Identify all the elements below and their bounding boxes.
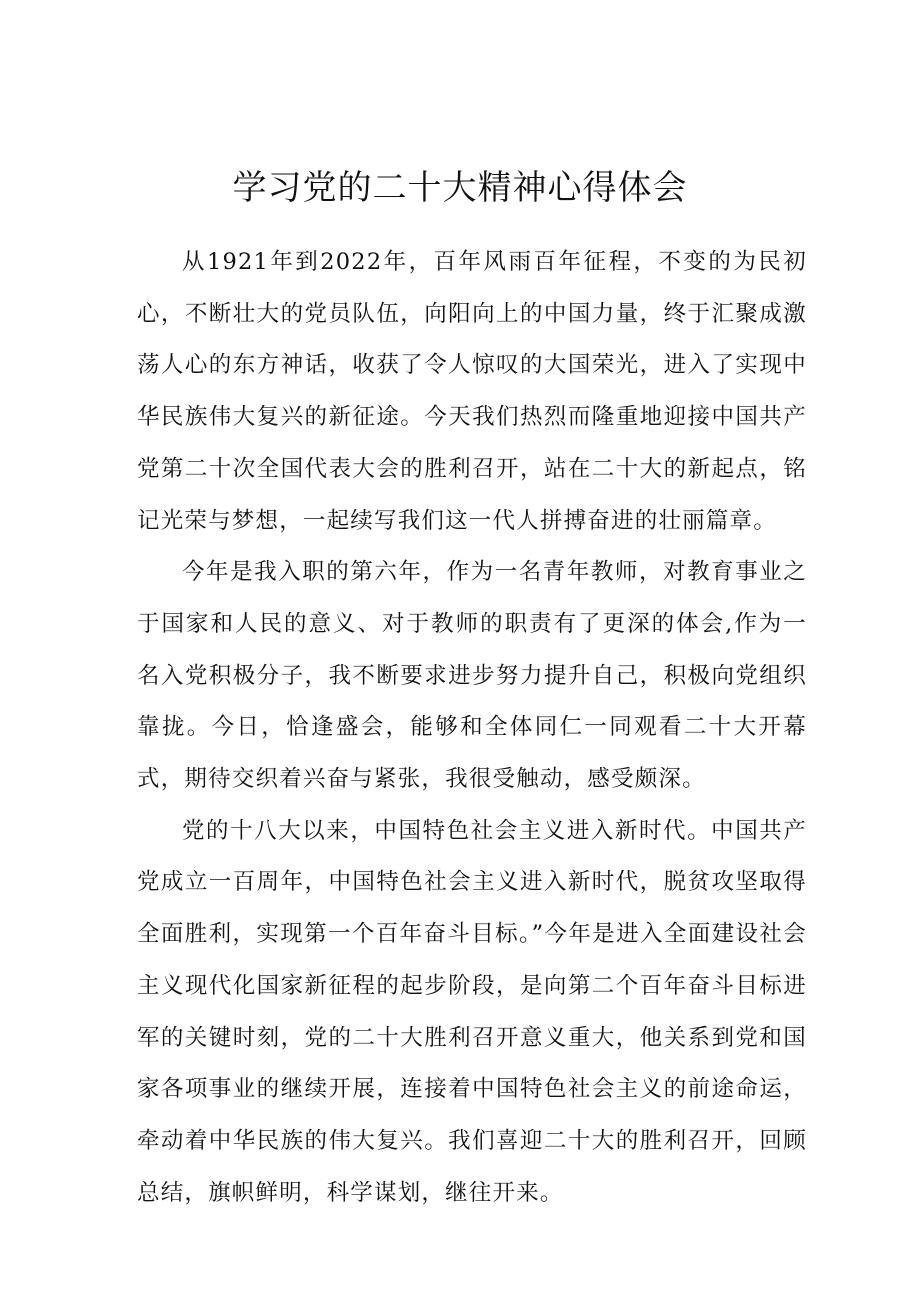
paragraph-1: 从1921年到2022年，百年风雨百年征程，不变的为民初心，不断壮大的党员队伍，向阳向上的中国力量，终于汇聚成激荡人心的东方神话，收获了令人惊叹的大国荣光，进入了实现中华民族伟大复兴的新征途。今天我们热烈而隆重地迎接中国共产党第二十次全国代表大会的胜利召开，站在二十大的新起点，铭记光荣与梦想，一起续写我们这一代人拼搏奋进的壮丽篇章。 — [137, 249, 807, 534]
paragraph-2: 今年是我入职的第六年，作为一名青年教师，对教育事业之于国家和人民的意义、对于教师的职责有了更深的体会,作为一名入党积极分子，我不断要求进步努力提升自己，积极向党组织靠拢。今日，恰逢盛会，能够和全体同仁一同观看二十大开幕式，期待交织着兴奋与紧张，我很受触动，感受颇深。 — [137, 559, 807, 793]
document-body — [137, 237, 807, 1219]
document-title: 学习党的二十大精神心得体会 — [232, 168, 688, 208]
paragraph-3: 党的十八大以来，中国特色社会主义进入新时代。中国共产党成立一百周年，中国特色社会主义进入新时代，脱贫攻坚取得全面胜利，实现第一个百年奋斗目标。”今年是进入全面建设社会主义现代化国家新征程的起步阶段，是向第二个百年奋斗目标进军的关键时刻，党的二十大胜利召开意义重大，他关系到党和国家各项事业的继续开展，连接着中国特色社会主义的前途命运，牵动着中华民族的伟大复兴。我们喜迎二十大的胜利召开，回顾总结，旗帜鲜明，科学谋划，继往开来。 — [137, 817, 807, 1206]
